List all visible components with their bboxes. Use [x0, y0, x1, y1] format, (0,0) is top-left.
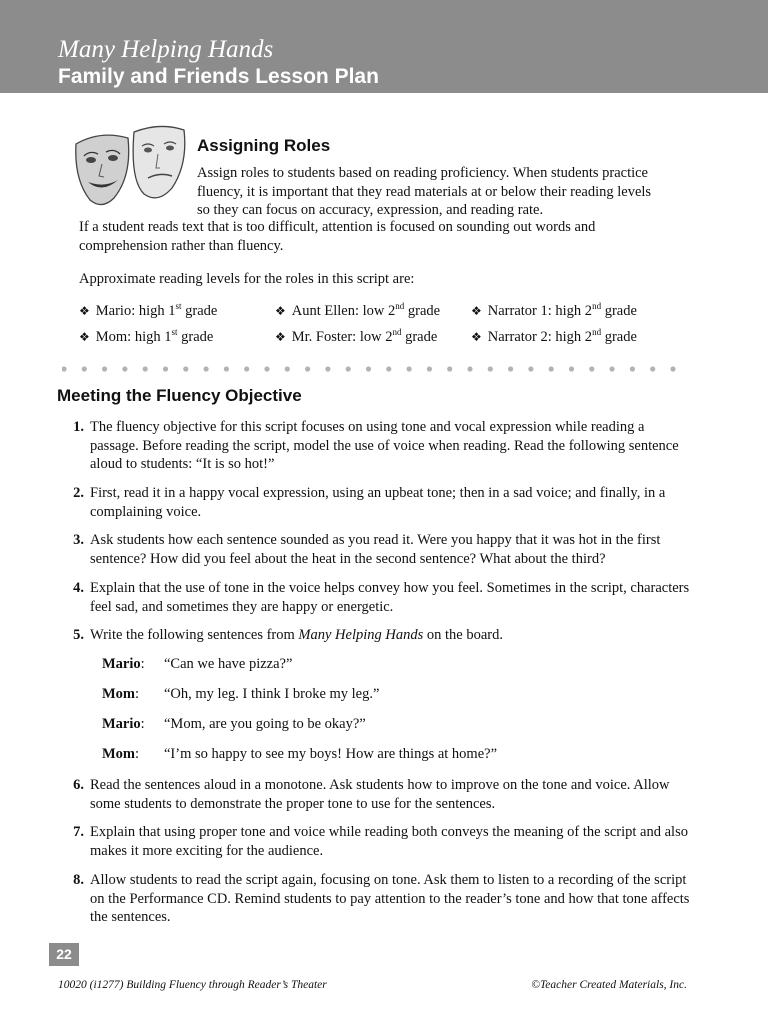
- step-text: Ask students how each sentence sounded as you read it. Were you happy that it was hot in the first sentence? How did you feel about the heat in the second sentence? What about the third?: [90, 532, 661, 567]
- speaker-colon: :: [140, 656, 145, 672]
- dialogue-text: “Mom, are you going to be okay?”: [164, 716, 366, 732]
- divider-dot: [285, 366, 290, 371]
- reading-level-item: [471, 327, 637, 346]
- script-title-italic: Many Helping Hands: [298, 627, 424, 643]
- divider-dot: [447, 366, 452, 371]
- footer-copyright: ©Teacher Created Materials, Inc.: [531, 979, 687, 991]
- role-level: Mario: high 1: [95, 302, 176, 319]
- ordinal-suffix: nd: [395, 301, 405, 311]
- step-text: [90, 626, 690, 645]
- theater-masks-icon: [72, 124, 190, 210]
- step-text: Explain that using proper tone and voice while reading both conveys the meaning of the script and also makes it more exciting for the audience.: [90, 824, 688, 859]
- reading-level-item: [79, 327, 213, 346]
- divider-dot: [427, 366, 432, 371]
- divider-dot: [346, 366, 351, 371]
- role-level: Mr. Foster: low 2: [291, 328, 393, 345]
- grade-word: grade: [601, 328, 637, 345]
- divider-dot: [650, 366, 655, 371]
- divider-dot: [610, 366, 615, 371]
- reading-level-item: [275, 301, 440, 320]
- dotted-divider: [62, 365, 692, 373]
- divider-dot: [224, 366, 229, 371]
- divider-dot: [102, 366, 107, 371]
- divider-dot: [589, 366, 594, 371]
- divider-dot: [366, 366, 371, 371]
- divider-dot: [122, 366, 127, 371]
- ordinal-suffix: nd: [592, 301, 602, 311]
- role-level: Narrator 2: high 2: [487, 328, 593, 345]
- diamond-bullet-icon: ❖: [79, 329, 90, 344]
- divider-dot: [305, 366, 310, 371]
- step-number: 1.: [73, 419, 84, 435]
- dialogue-text: “I’m so happy to see my boys! How are things at home?”: [164, 746, 498, 762]
- dialogue-text: “Oh, my leg. I think I broke my leg.”: [164, 686, 380, 702]
- step-text: The fluency objective for this script focuses on using tone and vocal expression while reading a passage. Before reading the script, model the use of voice when reading. Read the following sentence aloud to students: “It is so hot!”: [90, 419, 679, 472]
- roles-paragraph-2: If a student reads text that is too difficult, attention is focused on sounding out words and comprehension rather than fluency.: [79, 219, 596, 254]
- step-number: 2.: [73, 485, 84, 501]
- ordinal-suffix: nd: [592, 327, 602, 337]
- divider-dot: [325, 366, 330, 371]
- divider-dot: [264, 366, 269, 371]
- dialogue-text: “Can we have pizza?”: [164, 656, 293, 672]
- series-title: Many Helping Hands: [58, 36, 274, 63]
- divider-dot: [407, 366, 412, 371]
- step-number: 8.: [73, 872, 84, 888]
- speaker-name: [102, 746, 139, 763]
- step-text: Allow students to read the script again, focusing on tone. Ask them to listen to a recording of the script on the Performance CD. Remind students to pay attention to the reader’s tone and how that tone affects the sentences.: [90, 872, 690, 925]
- step-number: 5.: [73, 627, 84, 643]
- fluency-objective-heading: Meeting the Fluency Objective: [57, 386, 302, 405]
- step-text-after: on the board.: [423, 627, 503, 643]
- speaker-label: Mom: [102, 746, 136, 762]
- speaker-label: Mario: [102, 656, 141, 672]
- divider-dot: [62, 366, 67, 371]
- diamond-bullet-icon: ❖: [471, 329, 482, 344]
- reading-levels-intro: Approximate reading levels for the roles in this script are:: [79, 271, 415, 287]
- speaker-name: [102, 686, 139, 703]
- header-banner: [0, 0, 768, 93]
- grade-word: grade: [401, 328, 438, 345]
- reading-level-item: [79, 301, 217, 320]
- divider-dot: [630, 366, 635, 371]
- speaker-label: Mario: [102, 716, 141, 732]
- roles-paragraph-1: Assign roles to students based on reading proficiency. When students practice fluency, it is important that they read materials at or below their reading levels so they can focus on accuracy, expression, and reading rate.: [197, 165, 652, 218]
- divider-dot: [143, 366, 148, 371]
- speaker-name: [102, 716, 145, 733]
- diamond-bullet-icon: ❖: [79, 303, 90, 318]
- divider-dot: [488, 366, 493, 371]
- diamond-bullet-icon: ❖: [275, 303, 286, 318]
- step-number: 6.: [73, 777, 84, 793]
- divider-dot: [183, 366, 188, 371]
- reading-level-item: [471, 301, 637, 320]
- speaker-name: [102, 656, 145, 673]
- reading-level-item: [275, 327, 437, 346]
- step-number: 7.: [73, 824, 84, 840]
- divider-dot: [82, 366, 87, 371]
- divider-dot: [549, 366, 554, 371]
- speaker-label: Mom: [102, 686, 136, 702]
- speaker-colon: :: [135, 746, 140, 762]
- role-level: Mom: high 1: [95, 328, 172, 345]
- role-level: Aunt Ellen: low 2: [291, 302, 396, 319]
- ordinal-suffix: st: [171, 327, 178, 337]
- divider-dot: [670, 366, 675, 371]
- diamond-bullet-icon: ❖: [471, 303, 482, 318]
- step-number: 4.: [73, 580, 84, 596]
- page-number: 22: [49, 943, 79, 966]
- speaker-colon: :: [140, 716, 145, 732]
- step-number: 3.: [73, 532, 84, 548]
- divider-dot: [569, 366, 574, 371]
- ordinal-suffix: nd: [392, 327, 402, 337]
- step-text: Read the sentences aloud in a monotone. Ask students how to improve on the tone and voice. Allow some students to demonstrate the proper tone to use for the sentences.: [90, 777, 670, 812]
- grade-word: grade: [181, 302, 218, 319]
- grade-word: grade: [177, 328, 214, 345]
- step-text: First, read it in a happy vocal expression, using an upbeat tone; then in a sad voice; and finally, in a complaining voice.: [90, 485, 666, 520]
- lesson-plan-title: Family and Friends Lesson Plan: [58, 65, 379, 88]
- grade-word: grade: [601, 302, 637, 319]
- role-level: Narrator 1: high 2: [487, 302, 593, 319]
- grade-word: grade: [404, 302, 441, 319]
- divider-dot: [508, 366, 513, 371]
- divider-dot: [163, 366, 168, 371]
- step-text-before: Write the following sentences from: [90, 627, 299, 643]
- ordinal-suffix: st: [175, 301, 182, 311]
- divider-dot: [528, 366, 533, 371]
- speaker-colon: :: [135, 686, 140, 702]
- step-text: Explain that the use of tone in the voice helps convey how you feel. Sometimes in the script, characters feel sad, and sometimes they are happy or energetic.: [90, 580, 690, 615]
- diamond-bullet-icon: ❖: [275, 329, 286, 344]
- divider-dot: [244, 366, 249, 371]
- divider-dot: [386, 366, 391, 371]
- footer-book-reference: 10020 (i1277) Building Fluency through Reader’s Theater: [58, 979, 327, 991]
- divider-dot: [204, 366, 209, 371]
- assigning-roles-heading: Assigning Roles: [197, 136, 331, 155]
- divider-dot: [467, 366, 472, 371]
